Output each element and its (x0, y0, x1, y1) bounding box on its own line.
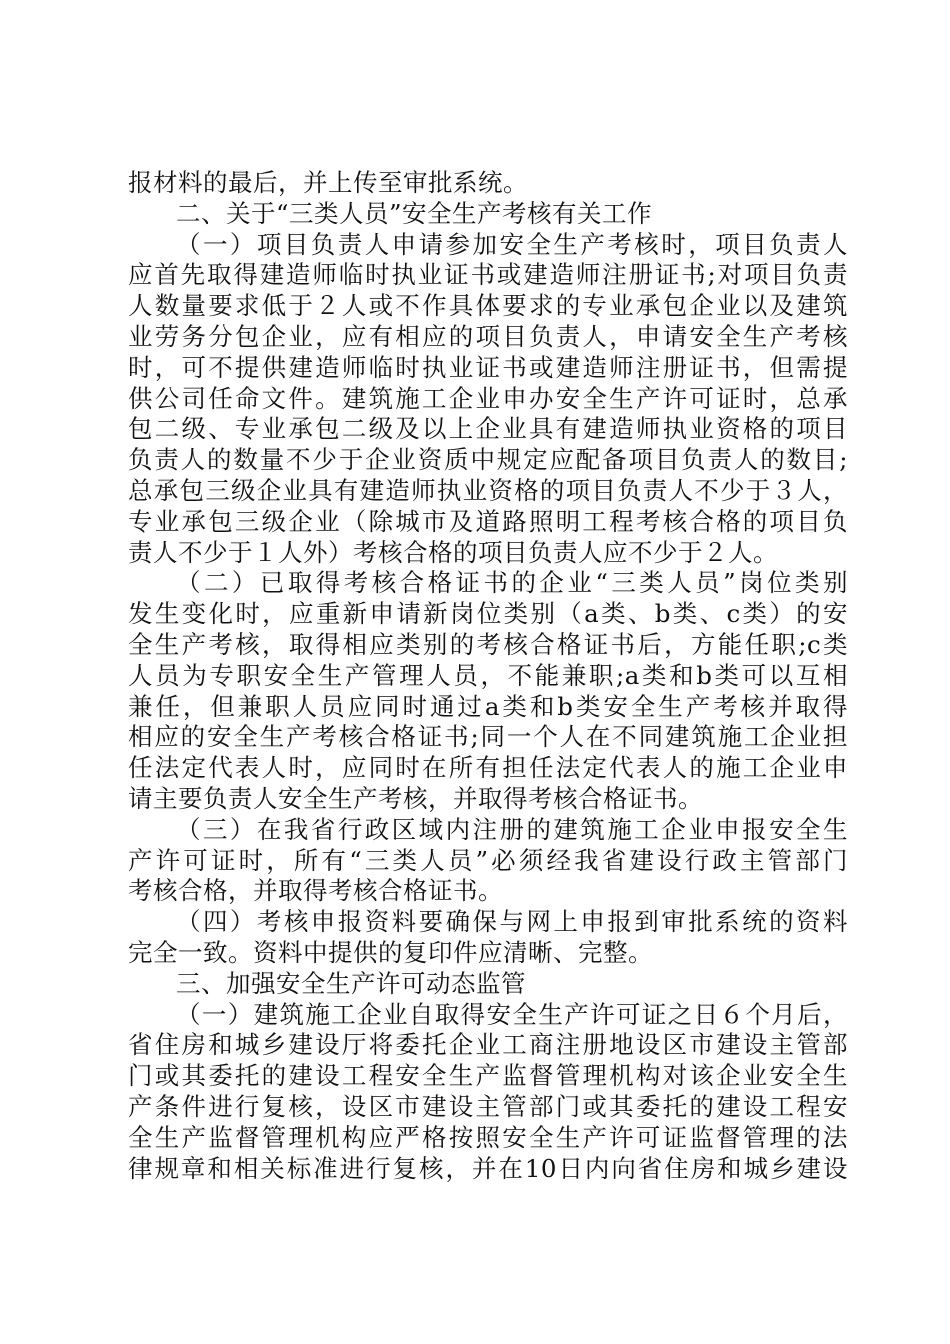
text-line: 总承包三级企业具有建造师执业资格的项目负责人不少于３人， (128, 475, 848, 505)
text-line: （一）建筑施工企业自取得安全生产许可证之日６个月后， (176, 999, 848, 1029)
text-line: 报材料的最后，并上传至审批系统。 (128, 168, 528, 197)
text-line: 负责人的数量不少于企业资质中规定应配备项目负责人的数目; (128, 445, 848, 475)
text-line: 专业承包三级企业（除城市及道路照明工程考核合格的项目负 (128, 506, 848, 536)
text-line: 包二级、专业承包二级及以上企业具有建造师执业资格的项目 (128, 414, 848, 444)
text-line: 兼任，但兼职人员应同时通过a类和b类安全生产考核并取得 (128, 691, 848, 721)
document-body (128, 168, 848, 1184)
text-line: 律规章和相关标准进行复核，并在10日内向省住房和城乡建设 (128, 1153, 848, 1183)
section-heading: 三、加强安全生产许可动态监管 (176, 968, 526, 998)
text-line: （四）考核申报资料要确保与网上申报到审批系统的资料 (176, 907, 848, 937)
text-line: 发生变化时，应重新申请新岗位类别（a类、b类、c类）的安 (128, 599, 848, 629)
text-line: 全生产考核，取得相应类别的考核合格证书后，方能任职;c类 (128, 629, 848, 659)
text-line: 业劳务分包企业，应有相应的项目负责人，申请安全生产考核 (128, 321, 848, 351)
text-line: 供公司任命文件。建筑施工企业申办安全生产许可证时，总承 (128, 383, 848, 413)
text-line: 门或其委托的建设工程安全生产监督管理机构对该企业安全生 (128, 1061, 848, 1091)
text-line: 完全一致。资料中提供的复印件应清晰、完整。 (128, 937, 653, 967)
text-line: 产许可证时，所有“三类人员”必须经我省建设行政主管部门 (128, 845, 848, 875)
text-line: 产条件进行复核，设区市建设主管部门或其委托的建设工程安 (128, 1091, 848, 1121)
text-line: （二）已取得考核合格证书的企业“三类人员”岗位类别 (176, 568, 848, 598)
text-line: 相应的安全生产考核合格证书;同一个人在不同建筑施工企业担 (128, 722, 848, 752)
text-line: 任法定代表人时，应同时在所有担任法定代表人的施工企业申 (128, 753, 848, 783)
text-line: 时，可不提供建造师临时执业证书或建造师注册证书，但需提 (128, 352, 848, 382)
text-line: （三）在我省行政区域内注册的建筑施工企业申报安全生 (176, 814, 848, 844)
section-heading: 二、关于“三类人员”安全生产考核有关工作 (176, 198, 653, 228)
text-line: 全生产监督管理机构应严格按照安全生产许可证监督管理的法 (128, 1122, 848, 1152)
text-line: （一）项目负责人申请参加安全生产考核时，项目负责人 (176, 229, 848, 259)
text-line: 责人不少于１人外）考核合格的项目负责人应不少于２人。 (128, 537, 778, 567)
text-line: 请主要负责人安全生产考核，并取得考核合格证书。 (128, 783, 703, 813)
text-line: 人数量要求低于２人或不作具体要求的专业承包企业以及建筑 (128, 291, 848, 321)
text-line: 人员为专职安全生产管理人员，不能兼职;a类和b类可以互相 (128, 660, 848, 690)
text-line: 考核合格，并取得考核合格证书。 (128, 876, 503, 906)
text-line: 应首先取得建造师临时执业证书或建造师注册证书;对项目负责 (128, 260, 848, 290)
text-line: 省住房和城乡建设厅将委托企业工商注册地设区市建设主管部 (128, 1030, 848, 1060)
